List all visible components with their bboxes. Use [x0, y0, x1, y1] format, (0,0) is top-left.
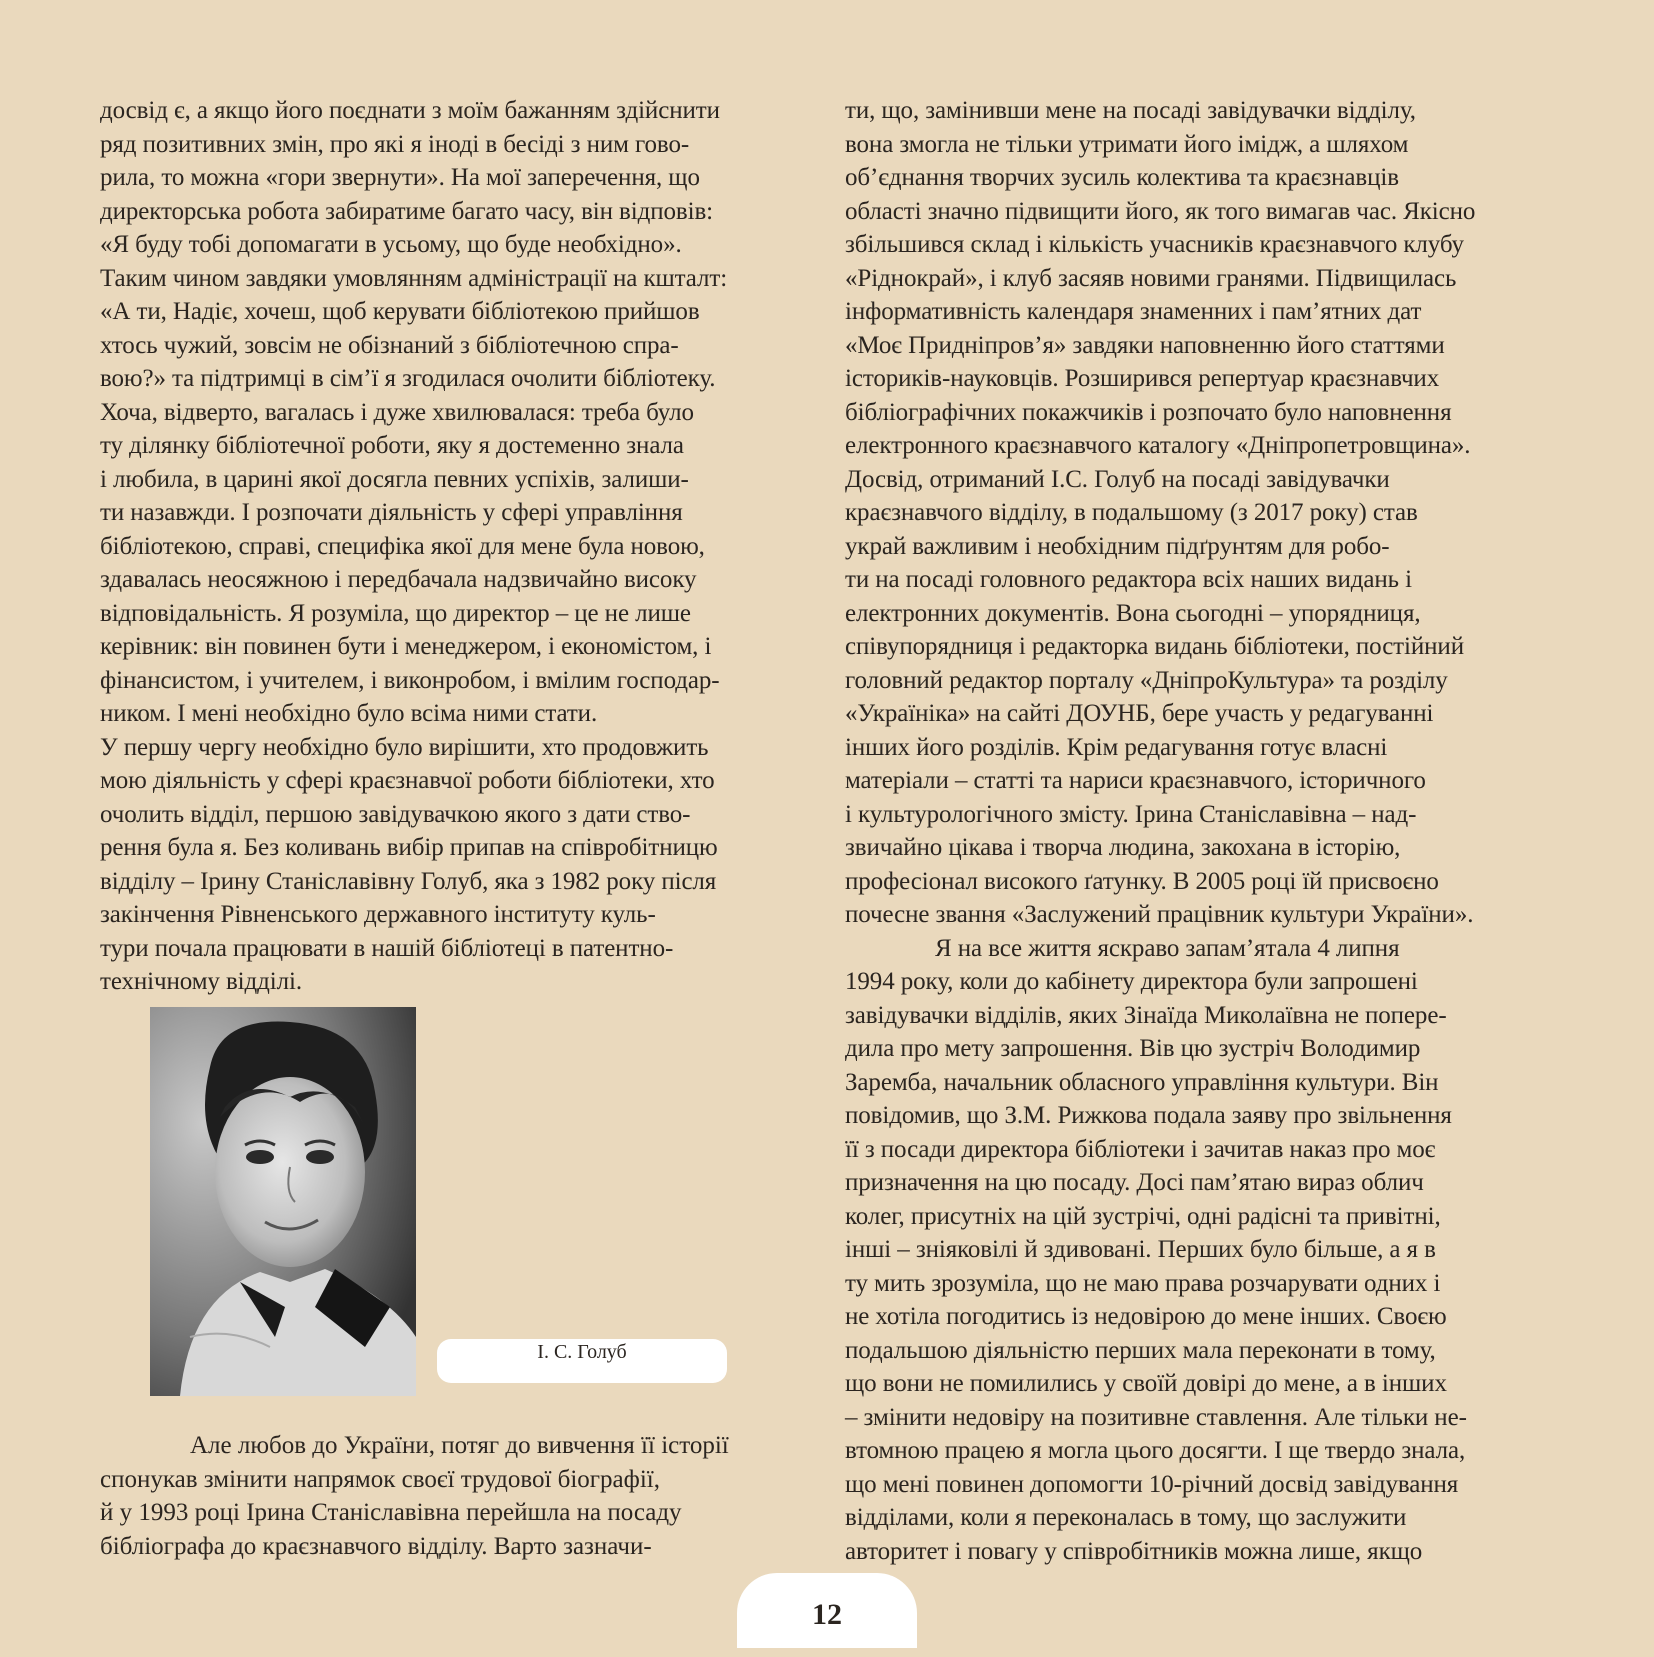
- text-line: що мені повинен допомогти 10-річний досвід завідування: [845, 1470, 1459, 1498]
- text-line: спонукав змінити напрямок своєї трудової біографії,: [100, 1465, 660, 1493]
- text-line: мою діяльність у сфері краєзнавчої роботи бібліотеки, хто: [100, 767, 715, 794]
- text-line: ником. І мені необхідно було всіма ними стати.: [100, 700, 598, 727]
- text-line: матеріали – статті та нариси краєзнавчого, історичного: [845, 767, 1426, 794]
- text-line: технічному відділі.: [100, 968, 302, 995]
- text-line: колег, присутніх на цій зустрічі, одні радісні та привітні,: [845, 1202, 1441, 1230]
- text-line: бібліографічних покажчиків і розпочато було наповнення: [845, 398, 1452, 426]
- text-line: досвід є, а якщо його поєднати з моїм бажанням здійснити: [100, 97, 720, 124]
- text-line: бібліотекою, справі, специфіка якої для мене була новою,: [100, 532, 705, 560]
- text-line: рення була я. Без коливань вибір припав на співробітницю: [100, 834, 718, 861]
- photo-caption: [437, 1339, 727, 1383]
- text-line: хтось чужий, зовсім не обізнаний з бібліотечною спра-: [100, 331, 679, 359]
- text-line: ти назавжди. І розпочати діяльність у сфері управління: [100, 499, 683, 526]
- text-line: У першу чергу необхідно було вирішити, хто продовжить: [100, 733, 709, 761]
- text-line: втомною працею я могла цього досягти. І ще твердо знала,: [845, 1437, 1466, 1464]
- text-line: ти на посаді головного редактора всіх наших видань і: [845, 566, 1412, 593]
- text-line: авторитет і повагу у співробітників можна лише, якщо: [845, 1537, 1423, 1565]
- portrait-image: [150, 1007, 416, 1396]
- text-line: ряд позитивних змін, про які я іноді в бесіді з ним гово-: [100, 130, 690, 158]
- text-line: «Я буду тобі допомагати в усьому, що буде необхідно».: [100, 231, 682, 258]
- text-line: відповідальність. Я розуміла, що директор – це не лише: [100, 599, 691, 627]
- text-line: фінансистом, і учителем, і виконробом, і вмілим господар-: [100, 666, 720, 694]
- text-line: відділу – Ірину Станіславівну Голуб, яка з 1982 року після: [100, 867, 717, 895]
- left-column-bottom: [100, 1429, 810, 1563]
- portrait-photo: [150, 1007, 416, 1396]
- text-line: ту мить зрозуміла, що не маю права розчарувати одних і: [845, 1269, 1441, 1297]
- text-line: Досвід, отриманий І.С. Голуб на посаді завідувачки: [845, 465, 1390, 493]
- text-line: головний редактор порталу «ДніпроКультура» та розділу: [845, 666, 1448, 694]
- text-line: і любила, в царині якої досягла певних успіхів, залиши-: [100, 465, 689, 493]
- text-line: електронного краєзнавчого каталогу «Дніпропетровщина».: [845, 432, 1471, 459]
- text-line: Хоча, відверто, вагалась і дуже хвилювалася: треба було: [100, 398, 694, 426]
- page-number: [737, 1573, 917, 1648]
- text-line: керівник: він повинен бути і менеджером, і економістом, і: [100, 633, 712, 660]
- text-line: призначення на цю посаду. Досі пам’ятаю вираз облич: [845, 1169, 1424, 1196]
- text-line: Я на все життя яскраво запам’ятала 4 липня: [935, 934, 1400, 962]
- text-line: 1994 року, коли до кабінету директора були запрошені: [845, 968, 1418, 995]
- text-line: Але любов до України, потяг до вивчення її історії: [190, 1432, 729, 1459]
- text-line: тури почала працювати в нашій бібліотеці в патентно-: [100, 934, 674, 962]
- text-line: подальшою діяльністю перших мала переконати в тому,: [845, 1336, 1436, 1364]
- text-line: дила про мету запрошення. Вів цю зустріч Володимир: [845, 1035, 1421, 1062]
- text-line: украй важливим і необхідним підґрунтям для робо-: [845, 532, 1390, 560]
- text-line: закінчення Рівненського державного інституту куль-: [100, 901, 656, 928]
- text-line: інформативність календаря знаменних і пам’ятних дат: [845, 298, 1422, 325]
- text-line: бібліографа до краєзнавчого відділу. Варто зазначи-: [100, 1532, 652, 1560]
- text-line: істориків-науковців. Розширився репертуар краєзнавчих: [845, 365, 1440, 392]
- text-line: відділами, коли я переконалась в тому, що заслужити: [845, 1504, 1407, 1531]
- text-line: «А ти, Надіє, хочеш, щоб керувати бібліотекою прийшов: [100, 298, 700, 325]
- text-line: збільшився склад і кількість учасників краєзнавчого клубу: [845, 231, 1464, 258]
- text-line: вона змогла не тільки утримати його імідж, а шляхом: [845, 130, 1409, 158]
- text-line: не хотіла погодитись із недовірою до мене інших. Своєю: [845, 1303, 1447, 1330]
- text-line: завідувачки відділів, яких Зінаїда Миколаївна не попере-: [845, 1001, 1447, 1029]
- text-line: електронних документів. Вона сьогодні – упорядниця,: [845, 599, 1421, 627]
- text-line: «Україніка» на сайті ДОУНБ, бере участь у редагуванні: [845, 700, 1434, 727]
- text-line: інших його розділів. Крім редагування готує власні: [845, 733, 1388, 761]
- text-line: звичайно цікава і творча людина, закохана в історію,: [845, 834, 1401, 861]
- text-line: почесне звання «Заслужений працівник культури України».: [845, 901, 1474, 928]
- text-line: професіонал високого ґатунку. В 2005 році їй присвоєно: [845, 867, 1439, 895]
- text-line: Заремба, начальник обласного управління культури. Він: [845, 1068, 1439, 1096]
- text-line: Таким чином завдяки умовлянням адміністрації на кшталт:: [100, 264, 728, 292]
- left-column: [100, 94, 810, 999]
- text-line: інші – зніяковілі й здивовані. Перших було більше, а я в: [845, 1236, 1436, 1263]
- text-line: співупорядниця і редакторка видань бібліотеки, постійний: [845, 633, 1464, 660]
- page-number-text: 12: [812, 1598, 842, 1631]
- text-line: очолить відділ, першою завідувачкою якого з дати ство-: [100, 800, 691, 828]
- text-line: об’єднання творчих зусиль колектива та краєзнавців: [845, 164, 1399, 191]
- text-line: краєзнавчого відділу, в подальшому (з 2017 року) став: [845, 499, 1418, 526]
- text-line: ти, що, замінивши мене на посаді завідувачки відділу,: [845, 97, 1416, 124]
- right-column: [845, 94, 1565, 1568]
- text-line: – змінити недовіру на позитивне ставлення. Але тільки не-: [845, 1403, 1467, 1431]
- text-line: директорська робота забиратиме багато часу, він відповів:: [100, 197, 714, 225]
- text-line: області значно підвищити його, як того вимагав час. Якісно: [845, 197, 1476, 225]
- text-line: здавалась неосяжною і передбачала надзвичайно високу: [100, 566, 697, 593]
- text-line: повідомив, що З.М. Рижкова подала заяву про звільнення: [845, 1102, 1452, 1129]
- text-line: що вони не помилились у своїй довірі до мене, а в інших: [845, 1370, 1447, 1397]
- text-line: її з посади директора бібліотеки і зачитав наказ про моє: [845, 1135, 1436, 1163]
- text-line: вою?» та підтримці в сім’ї я згодилася очолити бібліотеку.: [100, 365, 716, 392]
- text-line: рила, то можна «гори звернути». На мої заперечення, що: [100, 164, 700, 191]
- text-line: й у 1993 році Ірина Станіславівна перейшла на посаду: [100, 1499, 682, 1526]
- text-line: ту ділянку бібліотечної роботи, яку я достеменно знала: [100, 432, 684, 459]
- text-line: «Моє Придніпров’я» завдяки наповненню його статтями: [845, 331, 1445, 359]
- text-line: і культурологічного змісту. Ірина Станіславівна – над-: [845, 800, 1417, 828]
- text-line: «Ріднокрай», і клуб засяяв новими гранями. Підвищилась: [845, 264, 1457, 292]
- photo-caption-text: І. С. Голуб: [537, 1341, 627, 1363]
